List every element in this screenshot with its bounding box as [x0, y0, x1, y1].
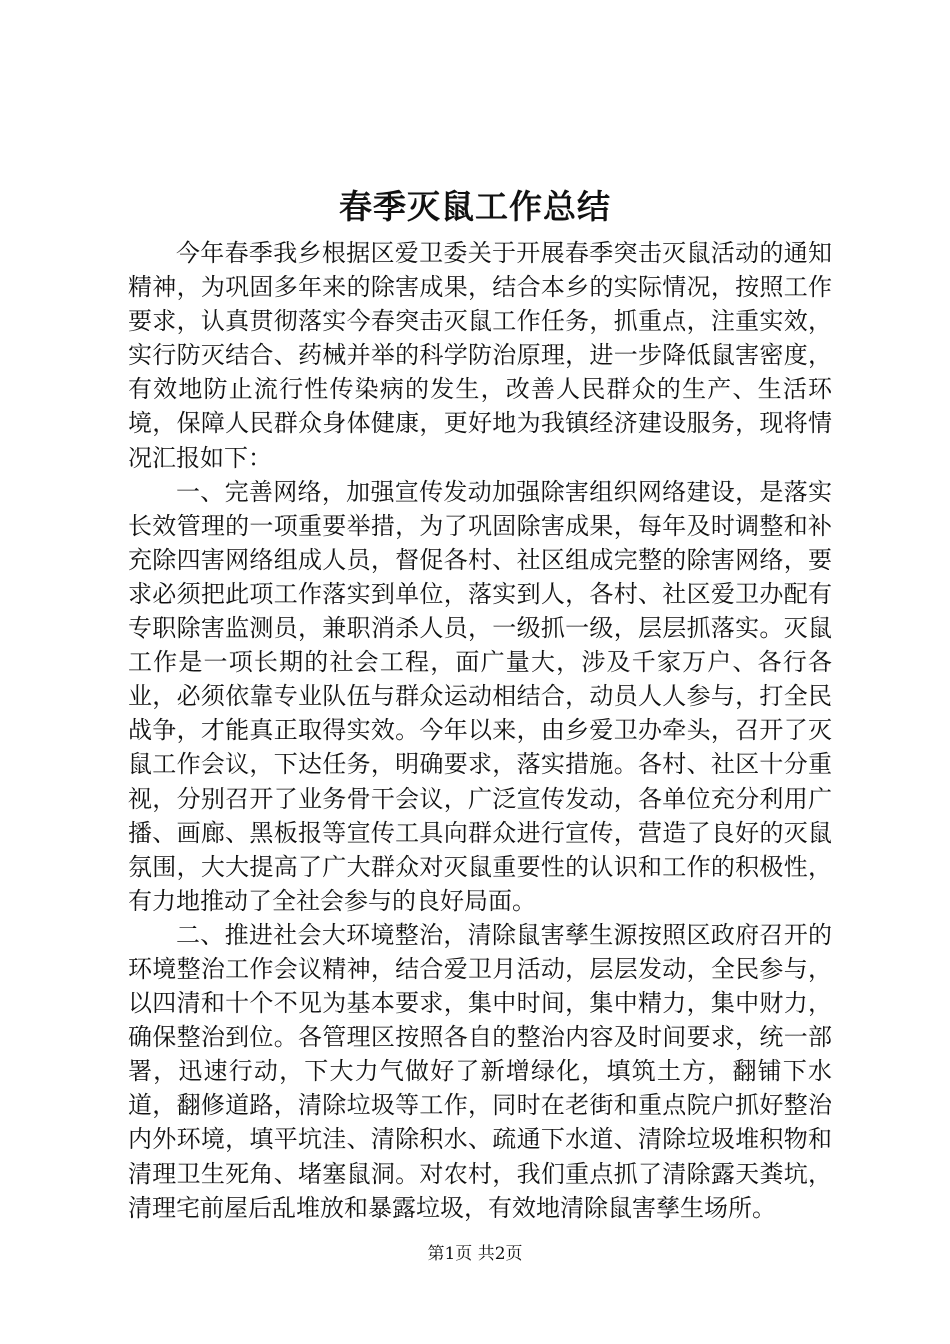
document-body [128, 236, 832, 1225]
paragraph-section-2: 二、推进社会大环境整治，清除鼠害孳生源按照区政府召开的环境整治工作会议精神，结合爱卫月活动，层层发动，全民参与，以四清和十个不见为基本要求，集中时间，集中精力，集中财力，确保整治到位。各管理区按照各自的整治内容及时间要求，统一部署，迅速行动，下大力气做好了新增绿化，填筑土方，翻铺下水道，翻修道路，清除垃圾等工作，同时在老街和重点院户抓好整治内外环境，填平坑洼、清除积水、疏通下水道、清除垃圾堆积物和清理卫生死角、堵塞鼠洞。对农村，我们重点抓了清除露天粪坑，清理宅前屋后乱堆放和暴露垃圾，有效地清除鼠害孳生场所。 [128, 920, 832, 1222]
document-title: 春季灭鼠工作总结 [339, 187, 611, 226]
paragraph-intro: 今年春季我乡根据区爱卫委关于开展春季突击灭鼠活动的通知精神，为巩固多年来的除害成果，结合本乡的实际情况，按照工作要求，认真贯彻落实今春突击灭鼠工作任务，抓重点，注重实效，实行防灭结合、药械并举的科学防治原理，进一步降低鼠害密度，有效地防止流行性传染病的发生，改善人民群众的生产、生活环境，保障人民群众身体健康，更好地为我镇经济建设服务，现将情况汇报如下： [128, 239, 832, 472]
page-number-footer: 第1页 共2页 [427, 1244, 523, 1264]
paragraph-section-1: 一、完善网络，加强宣传发动加强除害组织网络建设，是落实长效管理的一项重要举措，为了巩固除害成果，每年及时调整和补充除四害网络组成人员，督促各村、社区组成完整的除害网络，要求必须把此项工作落实到单位，落实到人，各村、社区爱卫办配有专职除害监测员，兼职消杀人员，一级抓一级，层层抓落实。灭鼠工作是一项长期的社会工程，面广量大，涉及千家万户、各行各业，必须依靠专业队伍与群众运动相结合，动员人人参与，打全民战争，才能真正取得实效。今年以来，由乡爱卫办牵头，召开了灭鼠工作会议，下达任务，明确要求，落实措施。各村、社区十分重视，分别召开了业务骨干会议，广泛宣传发动，各单位充分利用广播、画廊、黑板报等宣传工具向群众进行宣传，营造了良好的灭鼠氛围，大大提高了广大群众对灭鼠重要性的认识和工作的积极性，有力地推动了全社会参与的良好局面。 [128, 477, 832, 915]
